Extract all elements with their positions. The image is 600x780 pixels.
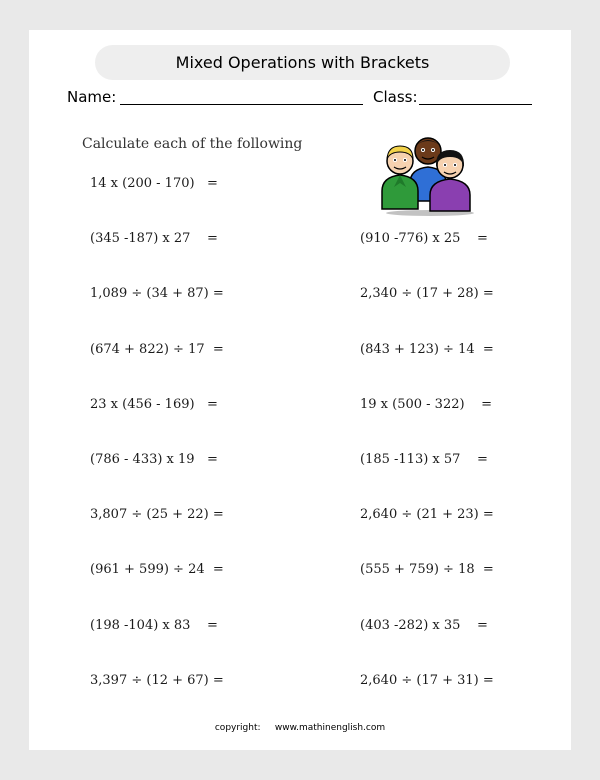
worksheet-title: Mixed Operations with Brackets [95, 45, 510, 80]
problem-right-4: 19 x (500 - 322) = [360, 397, 492, 412]
copyright-label: copyright: [214, 723, 261, 733]
problem-right-6: 2,640 ÷ (21 + 23) = [360, 507, 494, 522]
website-link[interactable]: www.mathinenglish.com [274, 723, 386, 733]
copyright-footer [29, 723, 571, 733]
problem-left-6: (786 - 433) x 19 = [90, 452, 218, 467]
problem-right-1: (910 -776) x 25 = [360, 231, 488, 246]
problem-left-10: 3,397 ÷ (12 + 67) = [90, 673, 224, 688]
children-illustration [380, 131, 476, 217]
problem-left-9: (198 -104) x 83 = [90, 618, 218, 633]
problem-left-4: (674 + 822) ÷ 17 = [90, 342, 224, 357]
problem-left-3: 1,089 ÷ (34 + 87) = [90, 286, 224, 301]
name-label: Name: [67, 88, 117, 106]
worksheet [29, 30, 571, 750]
problem-left-8: (961 + 599) ÷ 24 = [90, 562, 224, 577]
problem-right-2: 2,340 ÷ (17 + 28) = [360, 286, 494, 301]
problem-left-2: (345 -187) x 27 = [90, 231, 218, 246]
name-blank-line [120, 104, 363, 105]
problem-right-9: 2,640 ÷ (17 + 31) = [360, 673, 494, 688]
problem-left-1: 14 x (200 - 170) = [90, 176, 218, 191]
problem-right-7: (555 + 759) ÷ 18 = [360, 562, 494, 577]
problem-right-3: (843 + 123) ÷ 14 = [360, 342, 494, 357]
problem-right-5: (185 -113) x 57 = [360, 452, 488, 467]
class-blank-line [419, 104, 532, 105]
problem-left-5: 23 x (456 - 169) = [90, 397, 218, 412]
problem-right-8: (403 -282) x 35 = [360, 618, 488, 633]
instruction-text: Calculate each of the following [82, 136, 303, 152]
class-label: Class: [373, 88, 418, 106]
problem-left-7: 3,807 ÷ (25 + 22) = [90, 507, 224, 522]
